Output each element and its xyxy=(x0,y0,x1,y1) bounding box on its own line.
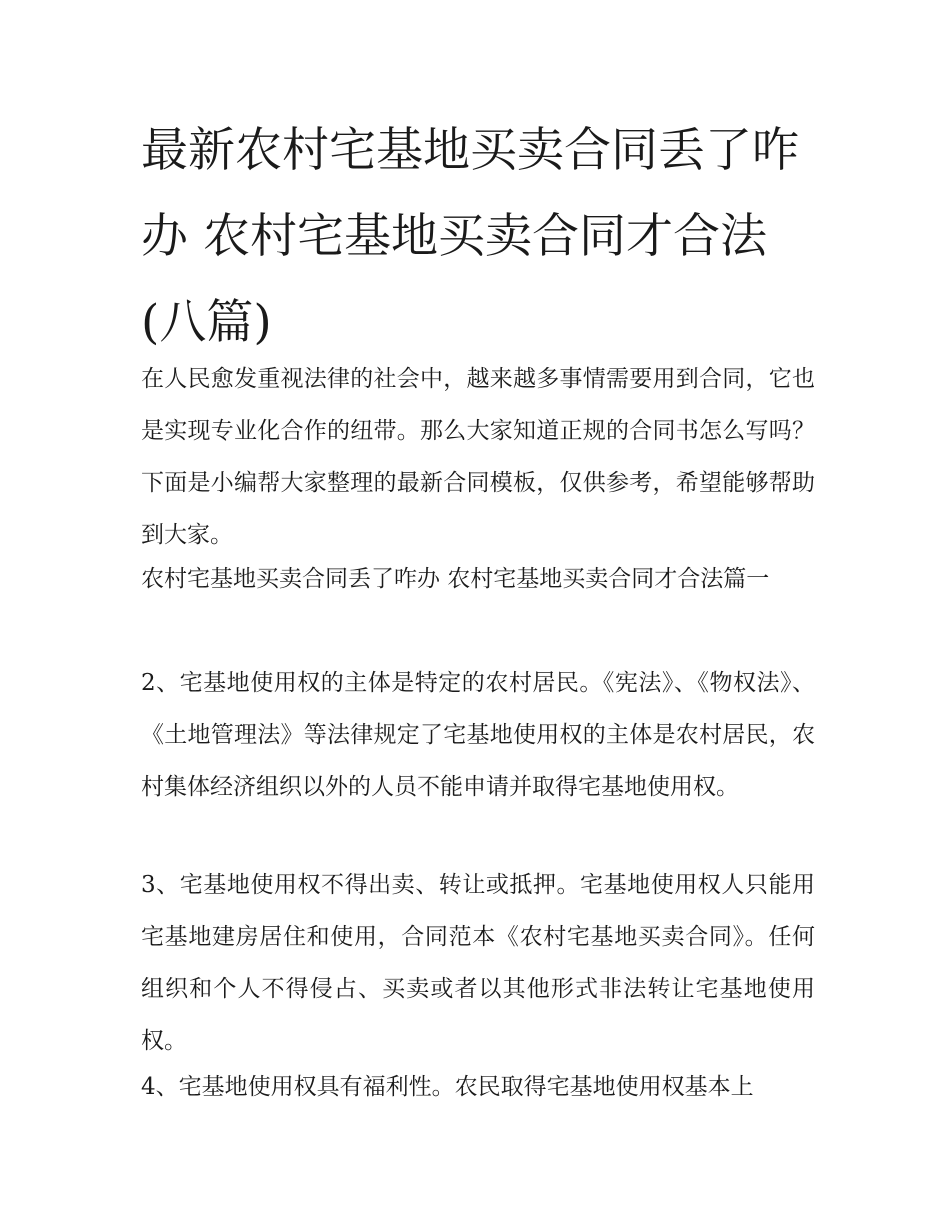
intro-paragraph: 在人民愈发重视法律的社会中，越来越多事情需要用到合同，它也是实现专业化合作的纽带。那么大家知道正规的合同书怎么写吗？下面是小编帮大家整理的最新合同模板，仅供参考，希望能够帮助到大家。 xyxy=(141,366,815,548)
document-title: 最新农村宅基地买卖合同丢了咋办 农村宅基地买卖合同才合法(八篇) xyxy=(141,123,799,350)
paragraph-item-2: 2、宅基地使用权的主体是特定的农村居民。《宪法》、《物权法》、《土地管理法》等法律规定了宅基地使用权的主体是农村居民，农村集体经济组织以外的人员不能申请并取得宅基地使用权。 xyxy=(141,670,815,800)
section-heading: 农村宅基地买卖合同丢了咋办 农村宅基地买卖合同才合法篇一 xyxy=(141,566,770,592)
paragraph-item-4: 4、宅基地使用权具有福利性。农民取得宅基地使用权基本上 xyxy=(141,1074,754,1100)
paragraph-item-3: 3、宅基地使用权不得出卖、转让或抵押。宅基地使用权人只能用宅基地建房居住和使用，合同范本《农村宅基地买卖合同》。任何组织和个人不得侵占、买卖或者以其他形式非法转让宅基地使用权。 xyxy=(141,872,815,1054)
